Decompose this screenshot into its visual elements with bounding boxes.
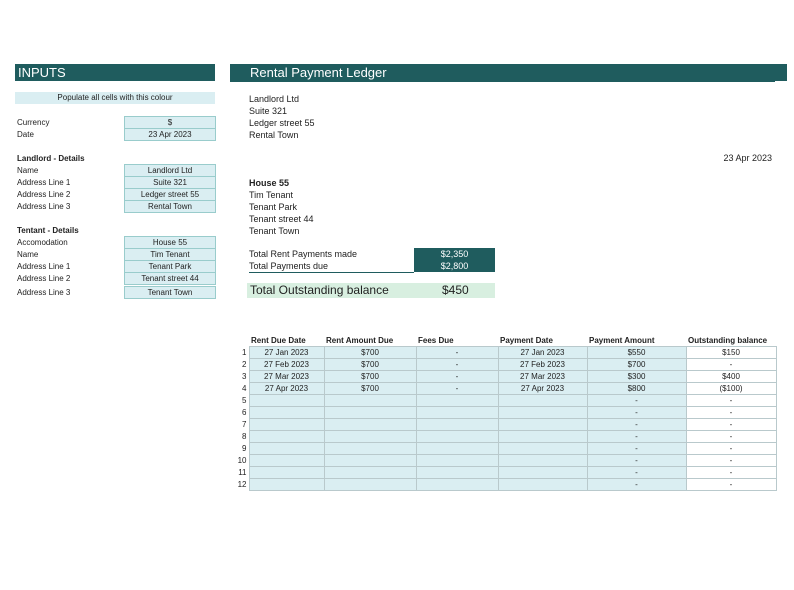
total-due-value: $2,800 [414,260,495,272]
ledger-table [236,335,777,491]
outstanding-balance-cell: ($100) [686,383,776,395]
rent-amount-cell[interactable] [324,419,416,431]
outstanding-balance-cell: - [686,443,776,455]
row-number: 4 [242,384,247,393]
landlord-address1-input[interactable]: Suite 321 [124,176,216,189]
tenant-accommodation-label: Accomodation [17,238,68,247]
table-row [236,383,776,395]
row-number: 5 [242,396,247,405]
rent-amount-cell[interactable]: $700 [324,383,416,395]
table-row [236,407,776,419]
ledger-header [230,64,787,81]
rent-due-date-cell[interactable] [249,479,324,491]
inputs-title: INPUTS [18,65,66,80]
landlord-name-label: Name [17,166,39,175]
ledger-header-rule [230,81,775,82]
tenant-address2-label: Address Line 2 [17,274,71,283]
rent-due-date-cell[interactable] [249,431,324,443]
row-number: 8 [242,432,247,441]
payment-date-cell[interactable] [498,431,587,443]
fees-due-cell[interactable] [416,395,498,407]
table-row [236,347,776,359]
row-number: 11 [238,468,247,477]
landlord-address3-label: Address Line 3 [17,202,71,211]
tenant-line-3: Tenant street 44 [249,214,314,224]
table-row [236,455,776,467]
outstanding-balance-label: Total Outstanding balance [250,283,389,297]
row-number: 12 [237,480,247,489]
table-row [236,431,776,443]
payment-date-cell[interactable]: 27 Mar 2023 [498,371,587,383]
landlord-address2-label: Address Line 2 [17,190,71,199]
ledger-title: Rental Payment Ledger [250,65,387,80]
row-number: 9 [242,444,247,453]
currency-input[interactable]: $ [124,116,216,129]
row-number: 10 [237,456,247,465]
row-number: 7 [242,420,247,429]
payment-date-cell[interactable] [498,443,587,455]
fees-due-cell[interactable] [416,455,498,467]
rent-amount-cell[interactable] [324,407,416,419]
col-payment-date: Payment Date [500,336,553,345]
fees-due-cell[interactable]: - [416,371,498,383]
row-number: 2 [242,360,247,369]
outstanding-balance-cell: - [686,407,776,419]
landlord-name-input[interactable]: Landlord Ltd [124,164,216,177]
payment-amount-cell[interactable]: $550 [587,347,686,359]
payment-date-cell[interactable]: 27 Feb 2023 [498,359,587,371]
rent-amount-cell[interactable] [324,395,416,407]
rent-due-date-cell[interactable]: 27 Feb 2023 [249,359,324,371]
landlord-heading: Landlord - Details [17,154,85,163]
fees-due-cell[interactable] [416,419,498,431]
rent-due-date-cell[interactable]: 27 Apr 2023 [249,383,324,395]
fees-due-cell[interactable]: - [416,383,498,395]
payment-date-cell[interactable] [498,407,587,419]
rent-due-date-cell[interactable] [249,467,324,479]
landlord-line-2: Suite 321 [249,106,288,116]
total-due-label: Total Payments due [249,260,414,273]
fees-due-cell[interactable]: - [416,359,498,371]
payment-amount-cell[interactable]: $700 [587,359,686,371]
landlord-address2-input[interactable]: Ledger street 55 [124,188,216,201]
outstanding-balance-cell: $150 [686,347,776,359]
payment-date-cell[interactable] [498,479,587,491]
table-row [236,467,776,479]
row-number: 6 [242,408,247,417]
rent-amount-cell[interactable]: $700 [324,371,416,383]
payment-amount-cell[interactable]: $300 [587,371,686,383]
payment-date-cell[interactable]: 27 Jan 2023 [498,347,587,359]
rent-amount-cell[interactable] [324,467,416,479]
table-row [236,443,776,455]
landlord-line-3: Ledger street 55 [249,118,315,128]
rent-amount-cell[interactable] [324,479,416,491]
payment-amount-cell[interactable]: - [587,479,686,491]
outstanding-balance-cell: - [686,395,776,407]
outstanding-balance-cell: - [686,467,776,479]
rent-due-date-cell[interactable]: 27 Jan 2023 [249,347,324,359]
table-row [236,371,776,383]
payment-amount-cell[interactable]: - [587,443,686,455]
payment-date-cell[interactable] [498,467,587,479]
col-fees-due: Fees Due [418,336,454,345]
outstanding-balance-cell: - [686,419,776,431]
table-row [236,359,776,371]
col-outstanding-balance: Outstanding balance [688,336,768,345]
outstanding-balance-cell: - [686,431,776,443]
table-row [236,479,776,491]
rent-due-date-cell[interactable]: 27 Mar 2023 [249,371,324,383]
tenant-accommodation-input[interactable]: House 55 [124,236,216,249]
fees-due-cell[interactable] [416,443,498,455]
ledger-table-header [236,335,776,347]
colour-note: Populate all cells with this colour [15,92,215,104]
tenant-address1-label: Address Line 1 [17,262,71,271]
payment-amount-cell[interactable]: - [587,407,686,419]
tenant-address1-input[interactable]: Tenant Park [124,260,216,273]
rent-due-date-cell[interactable] [249,407,324,419]
fees-due-cell[interactable]: - [416,347,498,359]
fees-due-cell[interactable] [416,467,498,479]
rent-amount-cell[interactable]: $700 [324,347,416,359]
date-input[interactable]: 23 Apr 2023 [124,128,216,141]
tenant-line-2: Tenant Park [249,202,298,212]
landlord-line-4: Rental Town [249,130,299,140]
col-rent-amount-due: Rent Amount Due [326,336,394,345]
fees-due-cell[interactable] [416,479,498,491]
date-label: Date [17,130,34,139]
col-rent-due-date: Rent Due Date [251,336,306,345]
payment-amount-cell[interactable]: - [587,419,686,431]
payment-amount-cell[interactable]: - [587,431,686,443]
inputs-header [15,64,215,81]
payment-date-cell[interactable] [498,419,587,431]
landlord-address1-label: Address Line 1 [17,178,71,187]
fees-due-cell[interactable] [416,407,498,419]
tenant-address3-input[interactable]: Tenant Town [124,286,216,299]
rent-amount-cell[interactable] [324,431,416,443]
payment-amount-cell[interactable]: - [587,467,686,479]
outstanding-balance-cell: - [686,359,776,371]
row-number: 3 [242,372,247,381]
outstanding-balance-cell: - [686,455,776,467]
rent-due-date-cell[interactable] [249,455,324,467]
outstanding-balance-row [247,283,495,298]
total-rent-value: $2,350 [414,248,495,260]
rent-due-date-cell[interactable] [249,419,324,431]
payment-amount-cell[interactable]: - [587,395,686,407]
tenant-line-4: Tenant Town [249,226,300,236]
rent-amount-cell[interactable] [324,443,416,455]
tenant-address3-label: Address Line 3 [17,288,71,297]
rent-amount-cell[interactable]: $700 [324,359,416,371]
ledger-date: 23 Apr 2023 [723,153,772,163]
rent-amount-cell[interactable] [324,455,416,467]
row-number: 1 [242,348,247,357]
tenant-name-input[interactable]: Tim Tenant [124,248,216,261]
payment-date-cell[interactable] [498,455,587,467]
landlord-line-1: Landlord Ltd [249,94,300,104]
payment-date-cell[interactable] [498,395,587,407]
rent-due-date-cell[interactable] [249,443,324,455]
rent-due-date-cell[interactable] [249,395,324,407]
payment-amount-cell[interactable]: - [587,455,686,467]
tenant-house: House 55 [249,178,290,188]
total-rent-label: Total Rent Payments made [249,249,358,259]
currency-label: Currency [17,118,50,127]
tenant-heading: Tentant - Details [17,226,79,235]
tenant-line-1: Tim Tenant [249,190,294,200]
outstanding-balance-cell: - [686,479,776,491]
tenant-name-label: Name [17,250,39,259]
outstanding-balance-value: $450 [442,283,469,297]
fees-due-cell[interactable] [416,431,498,443]
payment-date-cell[interactable]: 27 Apr 2023 [498,383,587,395]
payment-amount-cell[interactable]: $800 [587,383,686,395]
tenant-address2-input[interactable]: Tenant street 44 [124,272,216,285]
table-row [236,395,776,407]
landlord-address3-input[interactable]: Rental Town [124,200,216,213]
outstanding-balance-cell: $400 [686,371,776,383]
col-payment-amount: Payment Amount [589,336,655,345]
table-row [236,419,776,431]
